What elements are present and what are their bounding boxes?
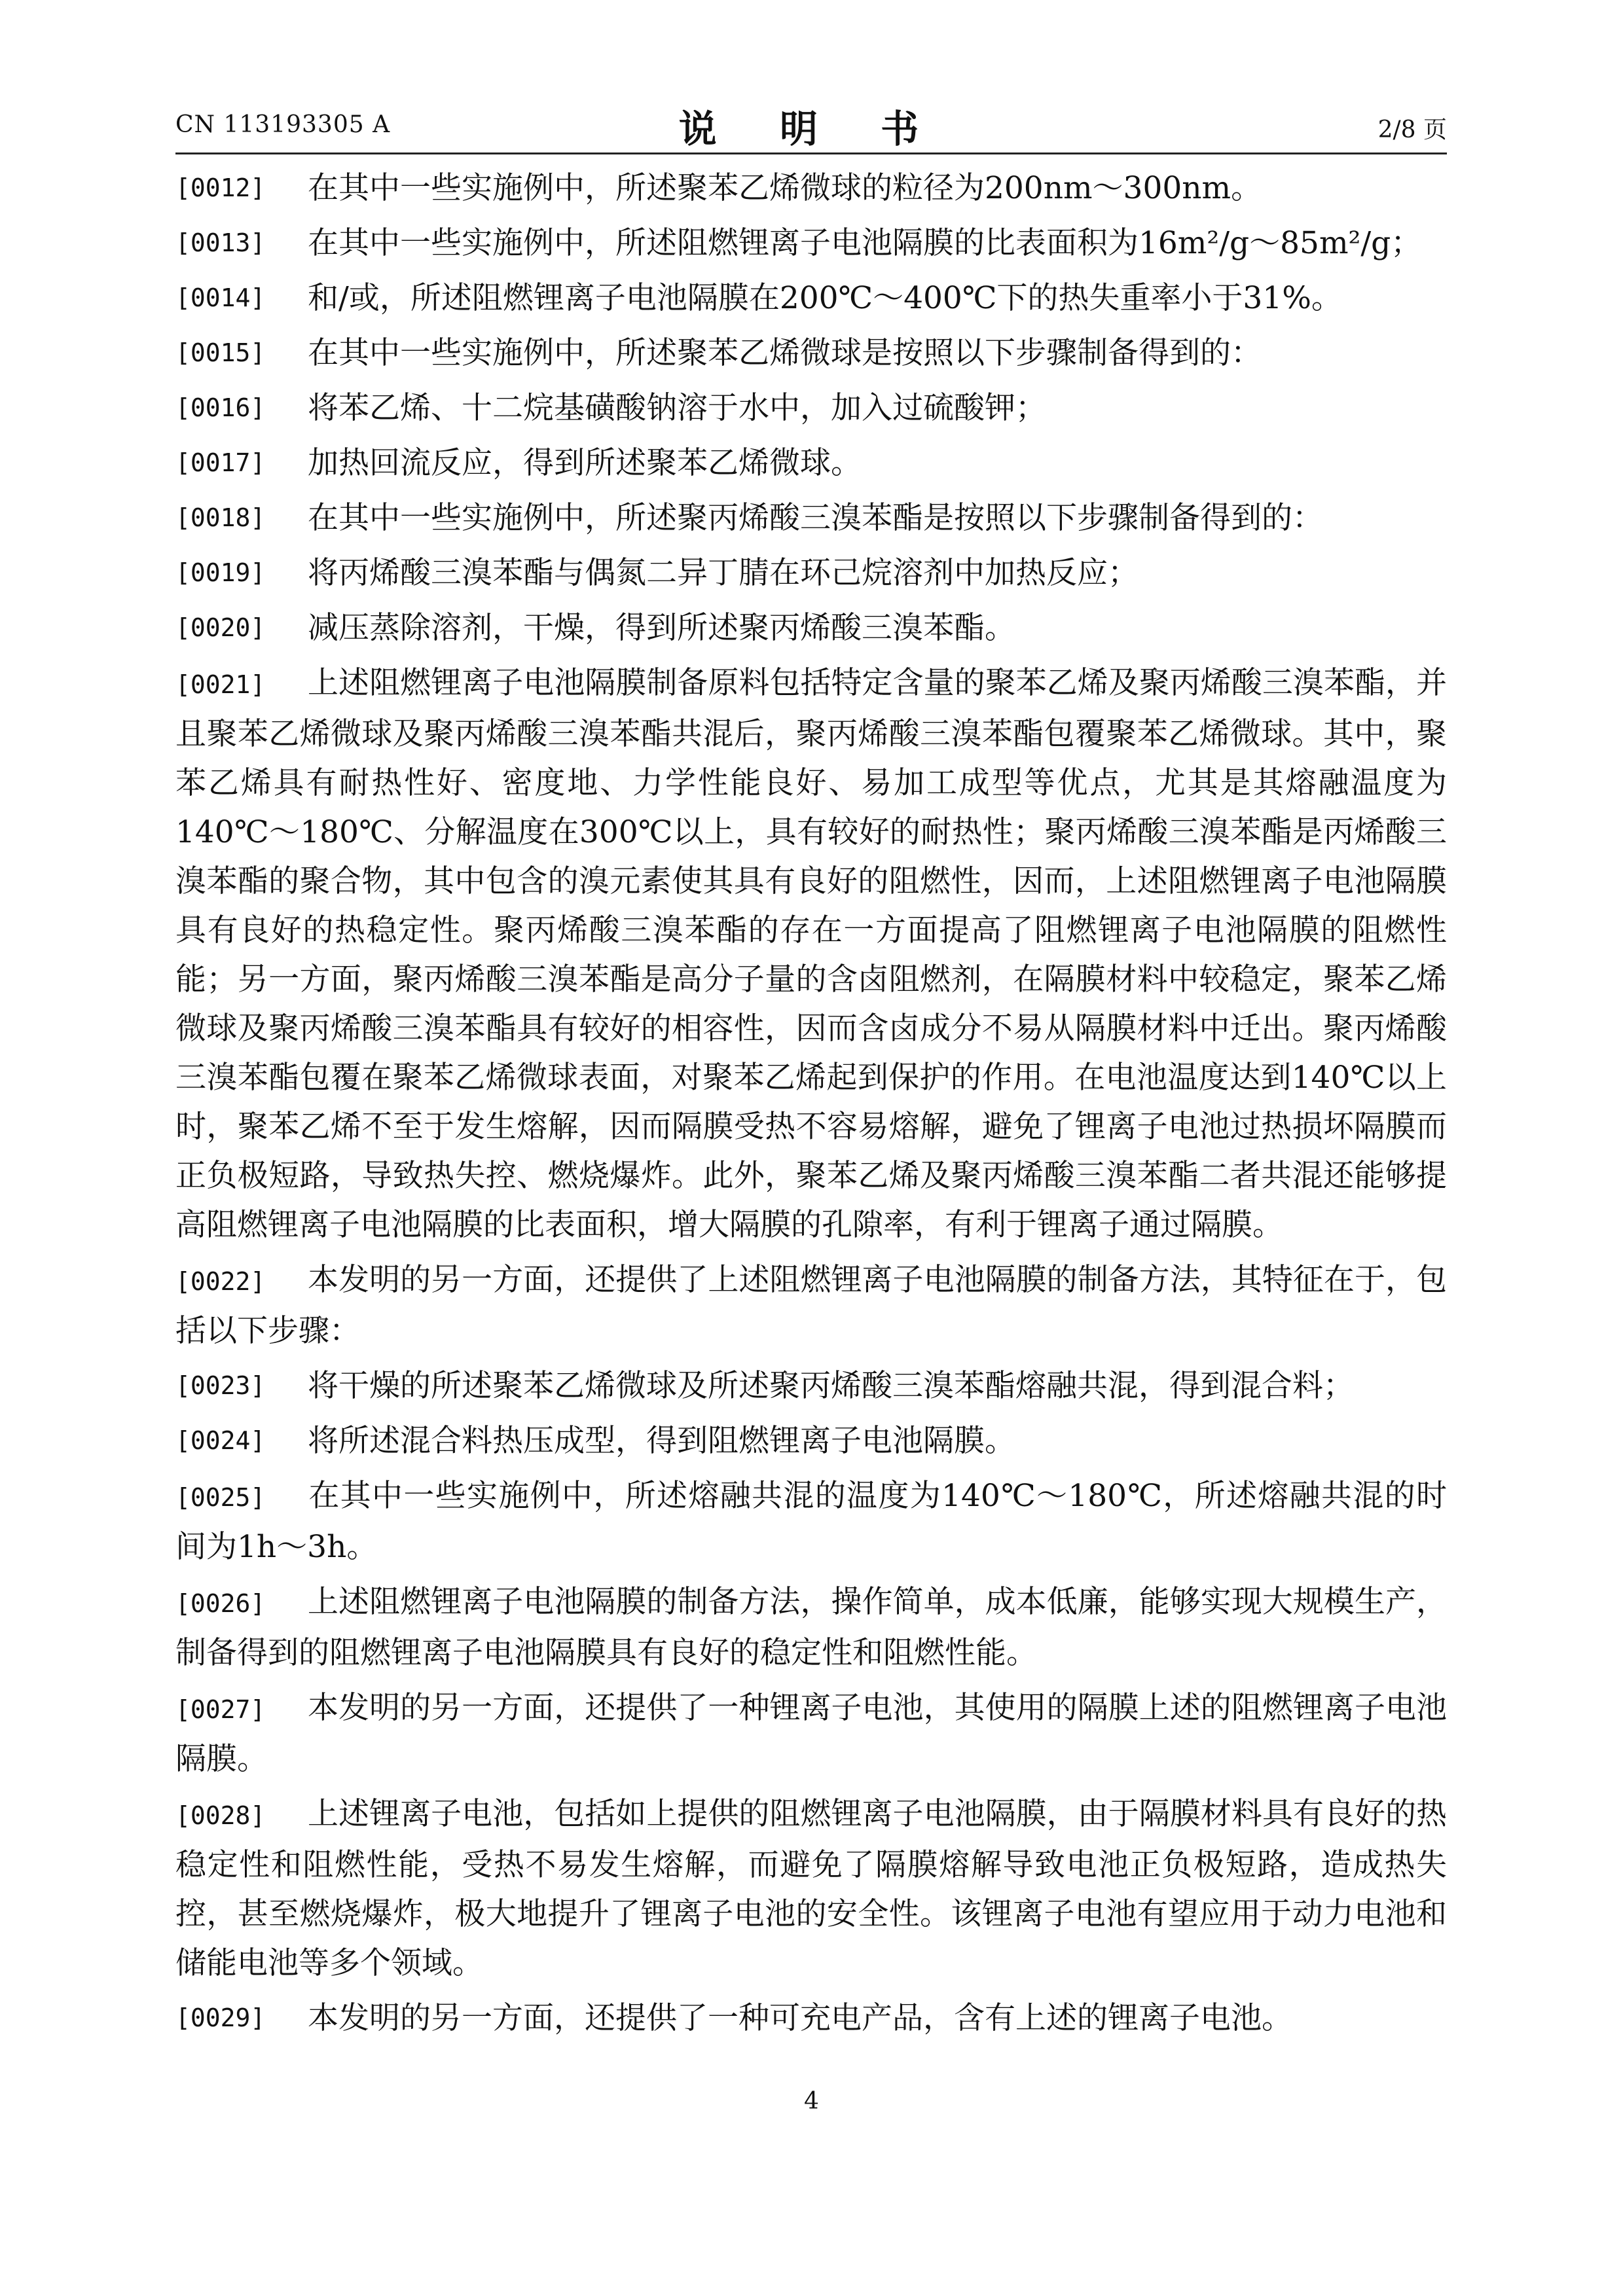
page-count: 2/8 页 (1377, 117, 1447, 143)
paragraph-0028 (175, 1789, 1447, 1988)
paragraph-text: 加热回流反应，得到所述聚苯乙烯微球。 (308, 445, 862, 481)
paragraph-text: 在其中一些实施例中，所述阻燃锂离子电池隔膜的比表面积为16m²/g～85m²/g； (308, 225, 1422, 261)
paragraph-0026 (175, 1577, 1447, 1677)
paragraph-text: 将丙烯酸三溴苯酯与偶氮二异丁腈在环己烷溶剂中加热反应； (308, 555, 1139, 591)
paragraph-text: 上述锂离子电池，包括如上提供的阻燃锂离子电池隔膜，由于隔膜材料具有良好的热稳定性和阻燃性能，受热不易发生熔解，而避免了隔膜熔解导致电池正负极短路，造成热失控，甚至燃烧爆炸，极大地提升了锂离子电池的安全性。该锂离子电池有望应用于动力电池和储能电池等多个领域。 (175, 1796, 1447, 1981)
paragraph-text: 和/或，所述阻燃锂离子电池隔膜在200℃～400℃下的热失重率小于31%。 (308, 280, 1342, 316)
paragraph-0014 (175, 274, 1447, 323)
paragraph-number: [0014] (175, 283, 266, 312)
paragraph-number: [0015] (175, 338, 266, 367)
paragraph-0012 (175, 164, 1447, 213)
paragraph-number: [0019] (175, 558, 266, 587)
paragraph-0023 (175, 1361, 1447, 1410)
paragraph-text: 在其中一些实施例中，所述熔融共混的温度为140℃～180℃，所述熔融共混的时间为1h～3h。 (175, 1478, 1447, 1565)
paragraph-text: 本发明的另一方面，还提供了一种可充电产品，含有上述的锂离子电池。 (308, 2000, 1292, 2036)
paragraph-0017 (175, 439, 1447, 488)
paragraph-0025 (175, 1471, 1447, 1571)
paragraph-number: [0020] (175, 613, 266, 642)
document-body (175, 164, 1447, 2049)
paragraph-text: 将干燥的所述聚苯乙烯微球及所述聚丙烯酸三溴苯酯熔融共混，得到混合料； (308, 1368, 1354, 1404)
paragraph-text: 将苯乙烯、十二烷基磺酸钠溶于水中，加入过硫酸钾； (308, 390, 1046, 426)
paragraph-0022 (175, 1255, 1447, 1355)
paragraph-number: [0024] (175, 1426, 266, 1455)
paragraph-0027 (175, 1683, 1447, 1784)
paragraph-number: [0018] (175, 503, 266, 532)
paragraph-0020 (175, 603, 1447, 653)
paragraph-0015 (175, 329, 1447, 378)
page-header (175, 98, 1447, 151)
paragraph-text: 本发明的另一方面，还提供了一种锂离子电池，其使用的隔膜上述的阻燃锂离子电池隔膜。 (175, 1690, 1447, 1777)
paragraph-0024 (175, 1416, 1447, 1465)
paragraph-text: 将所述混合料热压成型，得到阻燃锂离子电池隔膜。 (308, 1423, 1015, 1459)
paragraph-0016 (175, 384, 1447, 433)
paragraph-number: [0022] (175, 1267, 266, 1296)
page-number: 4 (804, 2088, 819, 2115)
paragraph-number: [0026] (175, 1589, 266, 1618)
document-title: 说 明 书 (678, 107, 944, 151)
paragraph-number: [0017] (175, 448, 266, 477)
paragraph-0013 (175, 219, 1447, 268)
paragraph-text: 上述阻燃锂离子电池隔膜的制备方法，操作简单，成本低廉，能够实现大规模生产，制备得到的阻燃锂离子电池隔膜具有良好的稳定性和阻燃性能。 (175, 1584, 1447, 1671)
paragraph-0018 (175, 493, 1447, 543)
paragraph-0021 (175, 658, 1447, 1249)
header-divider (175, 152, 1447, 154)
paragraph-number: [0021] (175, 670, 266, 699)
paragraph-number: [0016] (175, 393, 266, 422)
paragraph-0029 (175, 1994, 1447, 2043)
paragraph-number: [0027] (175, 1695, 266, 1724)
paragraph-number: [0025] (175, 1483, 266, 1512)
paragraph-text: 上述阻燃锂离子电池隔膜制备原料包括特定含量的聚苯乙烯及聚丙烯酸三溴苯酯，并且聚苯乙烯微球及聚丙烯酸三溴苯酯共混后，聚丙烯酸三溴苯酯包覆聚苯乙烯微球。其中，聚苯乙烯具有耐热性好、密度地、力学性能良好、易加工成型等优点，尤其是其熔融温度为140℃～180℃、分解温度在300℃以上，具有较好的耐热性；聚丙烯酸三溴苯酯是丙烯酸三溴苯酯的聚合物，其中包含的溴元素使其具有良好的阻燃性，因而，上述阻燃锂离子电池隔膜具有良好的热稳定性。聚丙烯酸三溴苯酯的存在一方面提高了阻燃锂离子电池隔膜的阻燃性能；另一方面，聚丙烯酸三溴苯酯是高分子量的含卤阻燃剂，在隔膜材料中较稳定，聚苯乙烯微球及聚丙烯酸三溴苯酯具有较好的相容性，因而含卤成分不易从隔膜材料中迁出。聚丙烯酸三溴苯酯包覆在聚苯乙烯微球表面，对聚苯乙烯起到保护的作用。在电池温度达到140℃以上时，聚苯乙烯不至于发生熔解，因而隔膜受热不容易熔解，避免了锂离子电池过热损坏隔膜而正负极短路，导致热失控、燃烧爆炸。此外，聚苯乙烯及聚丙烯酸三溴苯酯二者共混还能够提高阻燃锂离子电池隔膜的比表面积，增大隔膜的孔隙率，有利于锂离子通过隔膜。 (175, 665, 1447, 1243)
paragraph-number: [0023] (175, 1371, 266, 1400)
paragraph-text: 减压蒸除溶剂，干燥，得到所述聚丙烯酸三溴苯酯。 (308, 610, 1015, 646)
paragraph-text: 本发明的另一方面，还提供了上述阻燃锂离子电池隔膜的制备方法，其特征在于，包括以下步骤： (175, 1262, 1447, 1349)
paragraph-0019 (175, 548, 1447, 598)
paragraph-text: 在其中一些实施例中，所述聚苯乙烯微球是按照以下步骤制备得到的： (308, 335, 1262, 371)
paragraph-number: [0013] (175, 228, 266, 257)
paragraph-text: 在其中一些实施例中，所述聚丙烯酸三溴苯酯是按照以下步骤制备得到的： (308, 500, 1323, 536)
paragraph-number: [0029] (175, 2003, 266, 2032)
paragraph-text: 在其中一些实施例中，所述聚苯乙烯微球的粒径为200nm～300nm。 (308, 170, 1262, 206)
publication-number: CN 113193305 A (175, 111, 391, 138)
paragraph-number: [0012] (175, 173, 266, 202)
paragraph-number: [0028] (175, 1801, 266, 1830)
